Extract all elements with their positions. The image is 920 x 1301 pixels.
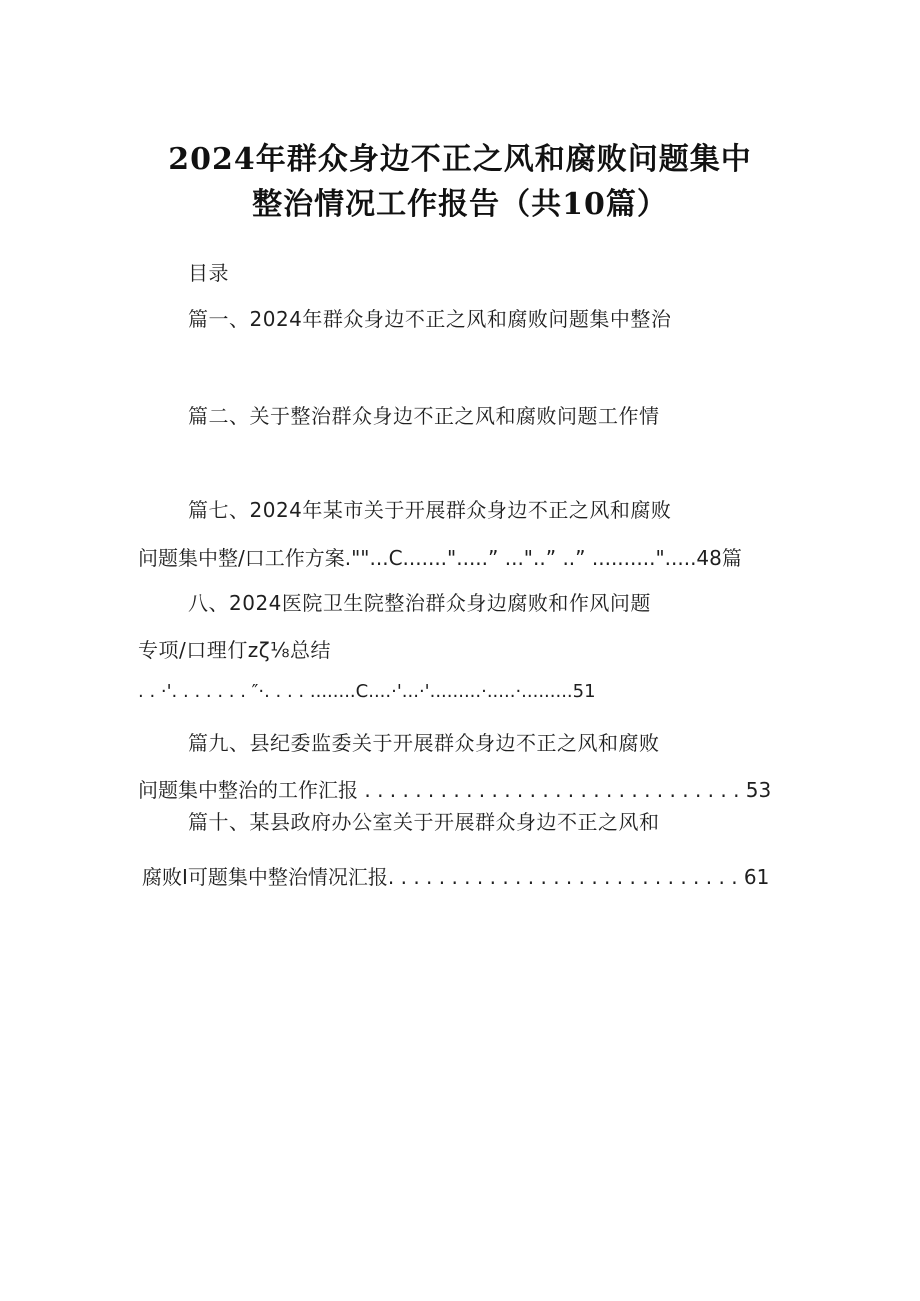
toc-entry-2: 篇二、关于整治群众身边不正之风和腐败问题工作情	[188, 404, 660, 428]
document-title-line-2: 整治情况工作报告（共10篇）	[252, 187, 668, 222]
toc-entry-1: 篇一、2024年群众身边不正之风和腐败问题集中整治	[188, 307, 672, 331]
document-title-line-1: 2024年群众身边不正之风和腐败问题集中	[168, 142, 752, 177]
toc-entry-8: 八、2024医院卫生院整治群众身边腐败和作风问题	[188, 591, 651, 615]
toc-entry-9-continued: 问题集中整治的工作汇报 . . . . . . . . . . . . . . . . . . . . . . . . . . . . . . 53	[138, 778, 772, 802]
toc-entry-9: 篇九、县纪委监委关于开展群众身边不正之风和腐败	[188, 731, 660, 755]
toc-entry-7-continued: 问题集中整/口工作方案.""...C.......".....” ..."..” ..” ..........".....48篇	[138, 546, 742, 570]
toc-entry-7: 篇七、2024年某市关于开展群众身边不正之风和腐败	[188, 498, 672, 522]
toc-entry-10: 篇十、某县政府办公室关于开展群众身边不正之风和	[188, 810, 660, 834]
toc-entry-10-continued: 腐败I可题集中整治情况汇报. . . . . . . . . . . . . . . . . . . . . . . . . . . . 61	[142, 865, 770, 889]
toc-heading: 目录	[188, 261, 229, 285]
toc-entry-8-continued: 专项/口理仃zζ⅛总结	[138, 638, 331, 662]
toc-entry-8-leader: . . ·'. . . . . . . ″·. . . . ........C....·'...·'.........·.....·.........51	[138, 681, 596, 702]
